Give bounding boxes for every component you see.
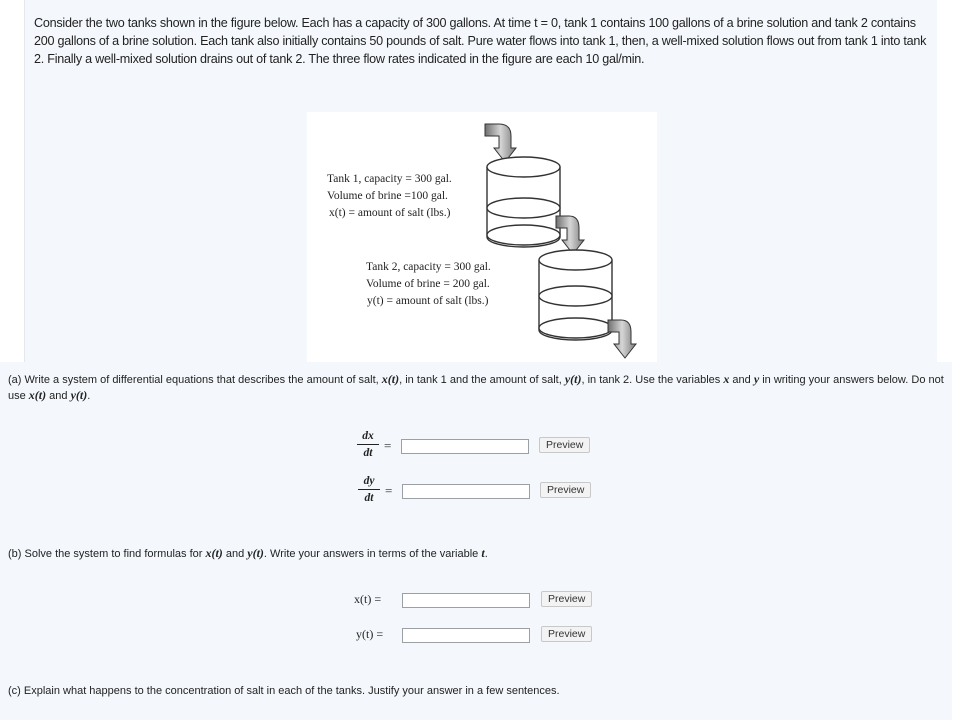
dx-dt-equals: = (384, 438, 392, 453)
inflow-arrow-icon (485, 124, 516, 162)
dx-dt-preview-button[interactable]: Preview (539, 437, 590, 453)
x-of-t-label: x(t) = (354, 592, 382, 606)
answer-parts-box (0, 362, 952, 720)
y-of-t-answer-input[interactable] (402, 628, 530, 643)
x-of-t-preview-button[interactable]: Preview (541, 591, 592, 607)
y-of-t-preview-button[interactable]: Preview (541, 626, 592, 642)
tank-2-volume-label: Volume of brine = 200 gal. (366, 278, 490, 290)
tanks-figure (307, 112, 657, 362)
problem-intro-text: Consider the two tanks shown in the figure below. Each has a capacity of 300 gallons. At time t = 0, tank 1 contains 100 gallons of a brine solution and tank 2 contains 200 gallons of a brine solution. Each tank also initially contains 50 pounds of salt. Pure water flows into tank 1, then, a well-mixed solution flows out from tank 1 into tank 2. Finally a well-mixed solution drains out of tank 2. The three flow rates indicated in the figure are each 10 gal/min. (34, 16, 927, 66)
part-a-instructions: (a) Write a system of differential equations that describes the amount of salt, x(t), in tank 1 and the amount of salt, y(t), in tank 2. Use the variables x and y in writing your answers below. Do not use x(t) and y(t). (8, 372, 944, 402)
tank-1-capacity-label: Tank 1, capacity = 300 gal. (327, 173, 452, 185)
outflow-arrow-icon (608, 320, 636, 358)
tank-1-drawing (487, 157, 560, 247)
dy-dt-fraction: dy dt (358, 474, 380, 505)
tank-2-drawing (539, 250, 612, 340)
tank-2-salt-label: y(t) = amount of salt (lbs.) (367, 295, 489, 307)
dx-dt-fraction: dx dt (357, 429, 379, 460)
x-of-t-answer-input[interactable] (402, 593, 530, 608)
dy-dt-preview-button[interactable]: Preview (540, 482, 591, 498)
tank-2-capacity-label: Tank 2, capacity = 300 gal. (366, 261, 491, 273)
tank-1-volume-label: Volume of brine =100 gal. (327, 190, 448, 202)
dx-dt-answer-input[interactable] (401, 439, 529, 454)
tank-1-salt-label: x(t) = amount of salt (lbs.) (329, 207, 451, 219)
y-of-t-label: y(t) = (356, 627, 384, 641)
tanks-diagram (307, 112, 657, 362)
dy-dt-equals: = (385, 483, 393, 498)
part-b-instructions: (b) Solve the system to find formulas for x(t) and y(t). Write your answers in terms of the variable t. (8, 546, 488, 560)
dy-dt-answer-input[interactable] (402, 484, 530, 499)
part-c-instructions: (c) Explain what happens to the concentration of salt in each of the tanks. Justify your answer in a few sentences. (8, 685, 560, 697)
